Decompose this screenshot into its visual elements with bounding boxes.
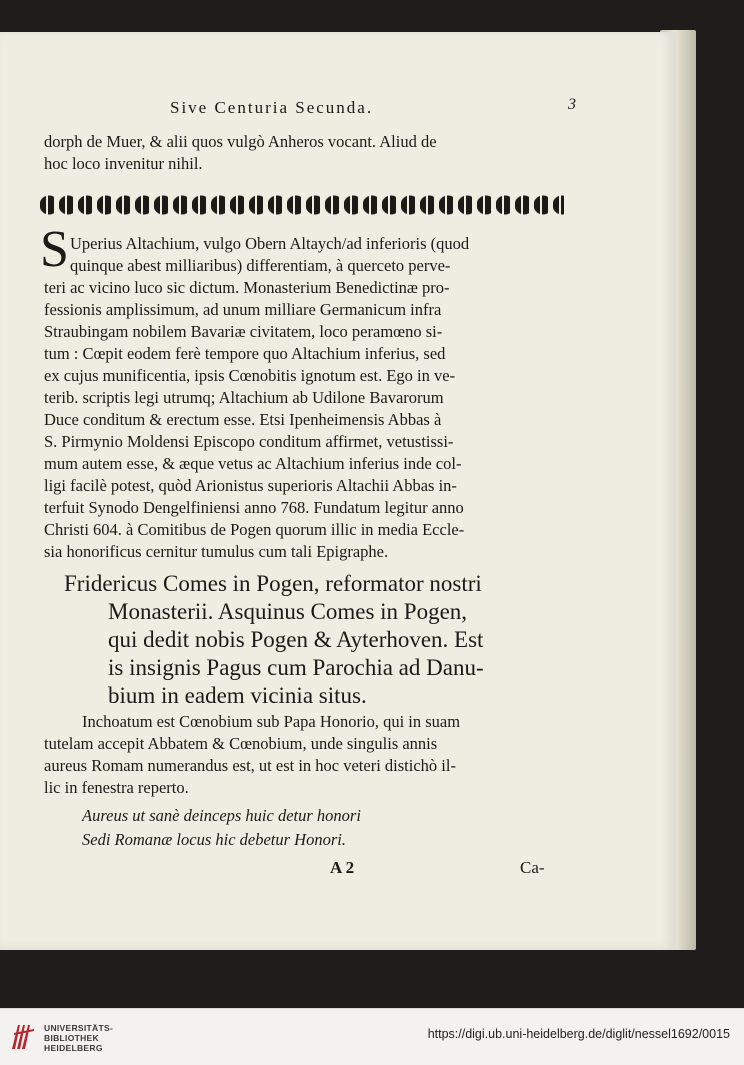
intro-line: dorph de Muer, & alii quos vulgò Anheros vocant. Aliud de <box>44 132 437 151</box>
paragraph-line: tutelam accepit Abbatem & Cœnobium, unde singulis annis <box>44 734 438 753</box>
paragraph-line: ligi facilè potest, quòd Arionistus superioris Altachii Abbas in- <box>44 476 457 495</box>
epigraph-line: bium in eadem vicinia situs. <box>108 683 367 708</box>
library-name: UNIVERSITÄTS- BIBLIOTHEK HEIDELBERG <box>44 1023 114 1053</box>
ornament-band <box>40 192 564 218</box>
paragraph-line: terib. scriptis legi utrumq; Altachium ab Udilone Bavarorum <box>44 388 444 407</box>
paragraph-line: teri ac vicino luco sic dictum. Monasterium Benedictinæ pro- <box>44 278 450 297</box>
paragraph-line: Inchoatum est Cœnobium sub Papa Honorio, qui in suam <box>82 712 461 731</box>
distich-line: Sedi Romanæ locus hic debetur Honori. <box>82 830 346 849</box>
epigraph-line: qui dedit nobis Pogen & Ayterhoven. Est <box>108 627 484 652</box>
paragraph-line: Straubingam nobilem Bavariæ civitatem, loco peramœno si- <box>44 322 443 341</box>
running-header <box>170 96 578 118</box>
paragraph-line: quinque abest milliaribus) differentiam, à querceto perve- <box>70 256 451 275</box>
paragraph-line: fessionis amplissimum, ad unum milliare Germanicum infra <box>44 300 442 319</box>
intro-line: hoc loco invenitur nihil. <box>44 154 203 173</box>
paragraph-line: terfuit Synodo Dengelfiniensi anno 768. Fundatum legitur anno <box>44 498 464 517</box>
paragraph-line: mum autem esse, & æque vetus ac Altachium inferius inde col- <box>44 454 462 473</box>
library-logo-icon <box>10 1021 36 1051</box>
paragraph-line: S. Pirmynio Moldensi Episcopo conditum affirmet, vetustissi- <box>44 432 454 451</box>
permalink-url[interactable]: https://digi.ub.uni-heidelberg.de/diglit/nessel1692/0015 <box>427 1027 730 1041</box>
book-page <box>0 32 676 950</box>
epigraph-line: Fridericus Comes in Pogen, reformator nostri <box>64 571 482 596</box>
running-title: Sive Centuria Secunda. <box>170 98 374 117</box>
folio-number: 3 <box>568 96 578 113</box>
paragraph-line: Duce conditum & erectum esse. Etsi Ipenheimensis Abbas à <box>44 410 442 429</box>
paragraph-line: ex cujus munificentia, ipsis Cœnobitis ignotum est. Ego in ve- <box>44 366 456 385</box>
catchword: Ca- <box>520 858 545 877</box>
paragraph-line: lic in fenestra reperto. <box>44 778 189 797</box>
paragraph-line: tum : Cœpit eodem ferè tempore quo Altachium inferius, sed <box>44 344 446 363</box>
epigraph-line: Monasterii. Asquinus Comes in Pogen, <box>108 599 468 624</box>
signature-mark: A 2 <box>330 858 355 877</box>
drop-capital: S <box>40 221 69 278</box>
paragraph-line: sia honorificus cernitur tumulus cum tali Epigraphe. <box>44 542 389 561</box>
paragraph-line: Christi 604. à Comitibus de Pogen quorum illic in media Eccle- <box>44 520 465 539</box>
epigraph-line: is insignis Pagus cum Parochia ad Danu- <box>108 655 484 680</box>
paragraph-line: Uperius Altachium, vulgo Obern Altaych/ad inferioris (quod <box>70 234 470 253</box>
distich-line: Aureus ut sanè deinceps huic detur honori <box>82 806 361 825</box>
viewer-footer <box>0 1008 744 1065</box>
paragraph-line: aureus Romam numerandus est, ut est in hoc veteri distichò il- <box>44 756 456 775</box>
